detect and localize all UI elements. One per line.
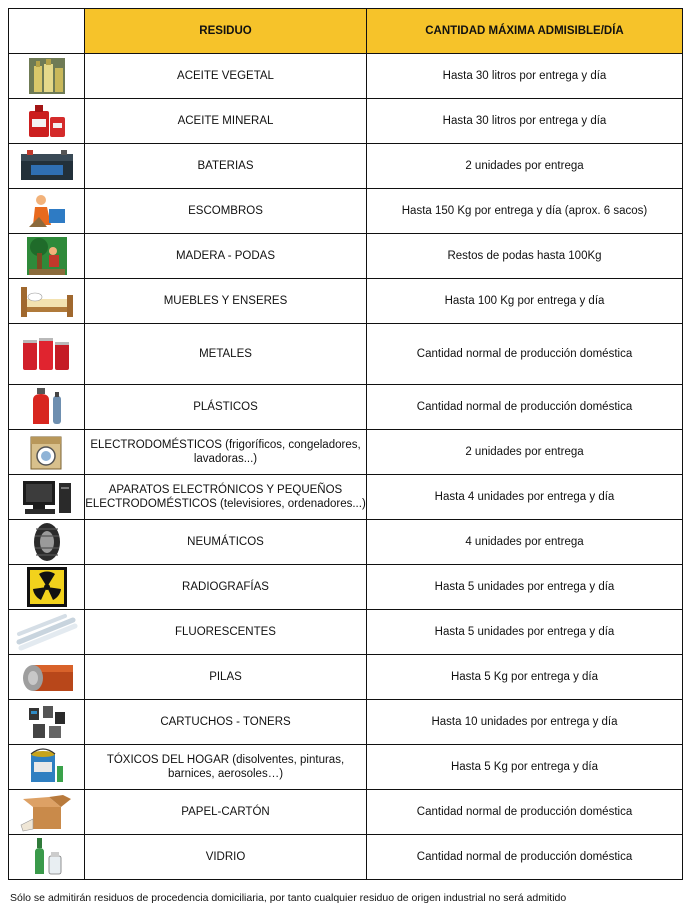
cantidad-cell: Hasta 4 unidades por entrega y día (367, 475, 683, 520)
cantidad-cell: Hasta 150 Kg por entrega y día (aprox. 6 sacos) (367, 189, 683, 234)
computer-icon (19, 477, 75, 517)
residuo-cell: PLÁSTICOS (85, 385, 367, 430)
residuo-cell: RADIOGRAFÍAS (85, 565, 367, 610)
row-icon-cell (9, 475, 85, 520)
paint-can-icon (25, 746, 69, 788)
table-row (9, 430, 683, 475)
cantidad-cell: Hasta 5 unidades por entrega y día (367, 565, 683, 610)
table-row (9, 835, 683, 880)
residuo-cell: FLUORESCENTES (85, 610, 367, 655)
residuo-cell: ACEITE VEGETAL (85, 54, 367, 99)
residuo-cell: CARTUCHOS - TONERS (85, 700, 367, 745)
row-icon-cell (9, 565, 85, 610)
table-row (9, 520, 683, 565)
residuo-cell: MADERA - PODAS (85, 234, 367, 279)
row-icon-cell (9, 324, 85, 385)
cantidad-cell: Cantidad normal de producción doméstica (367, 790, 683, 835)
table-row (9, 700, 683, 745)
residuo-cell: TÓXICOS DEL HOGAR (disolventes, pinturas, barnices, aerosoles…) (85, 745, 367, 790)
glass-bottle-icon (27, 836, 67, 878)
table-row (9, 610, 683, 655)
rubble-worker-icon (25, 191, 69, 231)
row-icon-cell (9, 430, 85, 475)
table-row (9, 324, 683, 385)
battery-cell-icon (15, 657, 79, 697)
cantidad-cell: Restos de podas hasta 100Kg (367, 234, 683, 279)
table-row (9, 189, 683, 234)
table-row (9, 234, 683, 279)
row-icon-cell (9, 279, 85, 324)
row-icon-cell (9, 655, 85, 700)
residuo-cell: BATERIAS (85, 144, 367, 189)
table-row (9, 279, 683, 324)
row-icon-cell (9, 99, 85, 144)
table-row (9, 99, 683, 144)
cantidad-cell: Hasta 30 litros por entrega y día (367, 54, 683, 99)
oil-bottles-icon (27, 56, 67, 96)
tree-pruning-icon (25, 235, 69, 277)
residuo-cell: APARATOS ELECTRÓNICOS Y PEQUEÑOS ELECTRODOMÉSTICOS (televisiores, ordenadores...) (85, 475, 367, 520)
cantidad-cell: Hasta 5 Kg por entrega y día (367, 655, 683, 700)
cantidad-cell: Hasta 5 unidades por entrega y día (367, 610, 683, 655)
washing-machine-icon (25, 431, 69, 473)
residuo-cell: PAPEL-CARTÓN (85, 790, 367, 835)
row-icon-cell (9, 234, 85, 279)
row-icon-cell (9, 745, 85, 790)
fluorescent-tubes-icon (15, 612, 79, 652)
row-icon-cell (9, 144, 85, 189)
row-icon-cell (9, 700, 85, 745)
cantidad-cell: 2 unidades por entrega (367, 144, 683, 189)
table-row (9, 565, 683, 610)
table-row (9, 144, 683, 189)
tire-icon (27, 521, 67, 563)
cantidad-cell: Hasta 30 litros por entrega y día (367, 99, 683, 144)
waste-table (8, 8, 683, 880)
residuo-cell: VIDRIO (85, 835, 367, 880)
residuo-cell: MUEBLES Y ENSERES (85, 279, 367, 324)
row-icon-cell (9, 790, 85, 835)
car-battery-icon (17, 148, 77, 184)
cantidad-cell: Cantidad normal de producción doméstica (367, 385, 683, 430)
bed-icon (17, 281, 77, 321)
header-icon-cell (9, 9, 85, 54)
toner-cartridges-icon (25, 702, 69, 742)
radiation-icon (25, 566, 69, 608)
residuo-cell: NEUMÁTICOS (85, 520, 367, 565)
residuo-cell: PILAS (85, 655, 367, 700)
cantidad-cell: 4 unidades por entrega (367, 520, 683, 565)
row-icon-cell (9, 610, 85, 655)
header-cantidad: CANTIDAD MÁXIMA ADMISIBLE/DÍA (367, 9, 683, 54)
footer-note: Sólo se admitirán residuos de procedencia domiciliaria, por tanto cualquier residuo de origen industrial no será admitido (10, 892, 567, 904)
table-row (9, 745, 683, 790)
row-icon-cell (9, 835, 85, 880)
cantidad-cell: Hasta 10 unidades por entrega y día (367, 700, 683, 745)
oil-can-icon (25, 101, 69, 141)
header-residuo: RESIDUO (85, 9, 367, 54)
table-header-row (9, 9, 683, 54)
cantidad-cell: Hasta 5 Kg por entrega y día (367, 745, 683, 790)
table-row (9, 790, 683, 835)
table-row (9, 385, 683, 430)
cantidad-cell: Hasta 100 Kg por entrega y día (367, 279, 683, 324)
row-icon-cell (9, 520, 85, 565)
cantidad-cell: Cantidad normal de producción doméstica (367, 835, 683, 880)
residuo-cell: METALES (85, 324, 367, 385)
table-row (9, 54, 683, 99)
row-icon-cell (9, 189, 85, 234)
residuo-cell: ACEITE MINERAL (85, 99, 367, 144)
plastic-bottles-icon (27, 386, 67, 428)
table-row (9, 655, 683, 700)
residuo-cell: ESCOMBROS (85, 189, 367, 234)
metal-cans-icon (19, 334, 75, 374)
residuo-cell: ELECTRODOMÉSTICOS (frigoríficos, congeladores, lavadoras...) (85, 430, 367, 475)
cardboard-box-icon (19, 791, 75, 833)
row-icon-cell (9, 54, 85, 99)
row-icon-cell (9, 385, 85, 430)
table-row (9, 475, 683, 520)
cantidad-cell: Cantidad normal de producción doméstica (367, 324, 683, 385)
cantidad-cell: 2 unidades por entrega (367, 430, 683, 475)
